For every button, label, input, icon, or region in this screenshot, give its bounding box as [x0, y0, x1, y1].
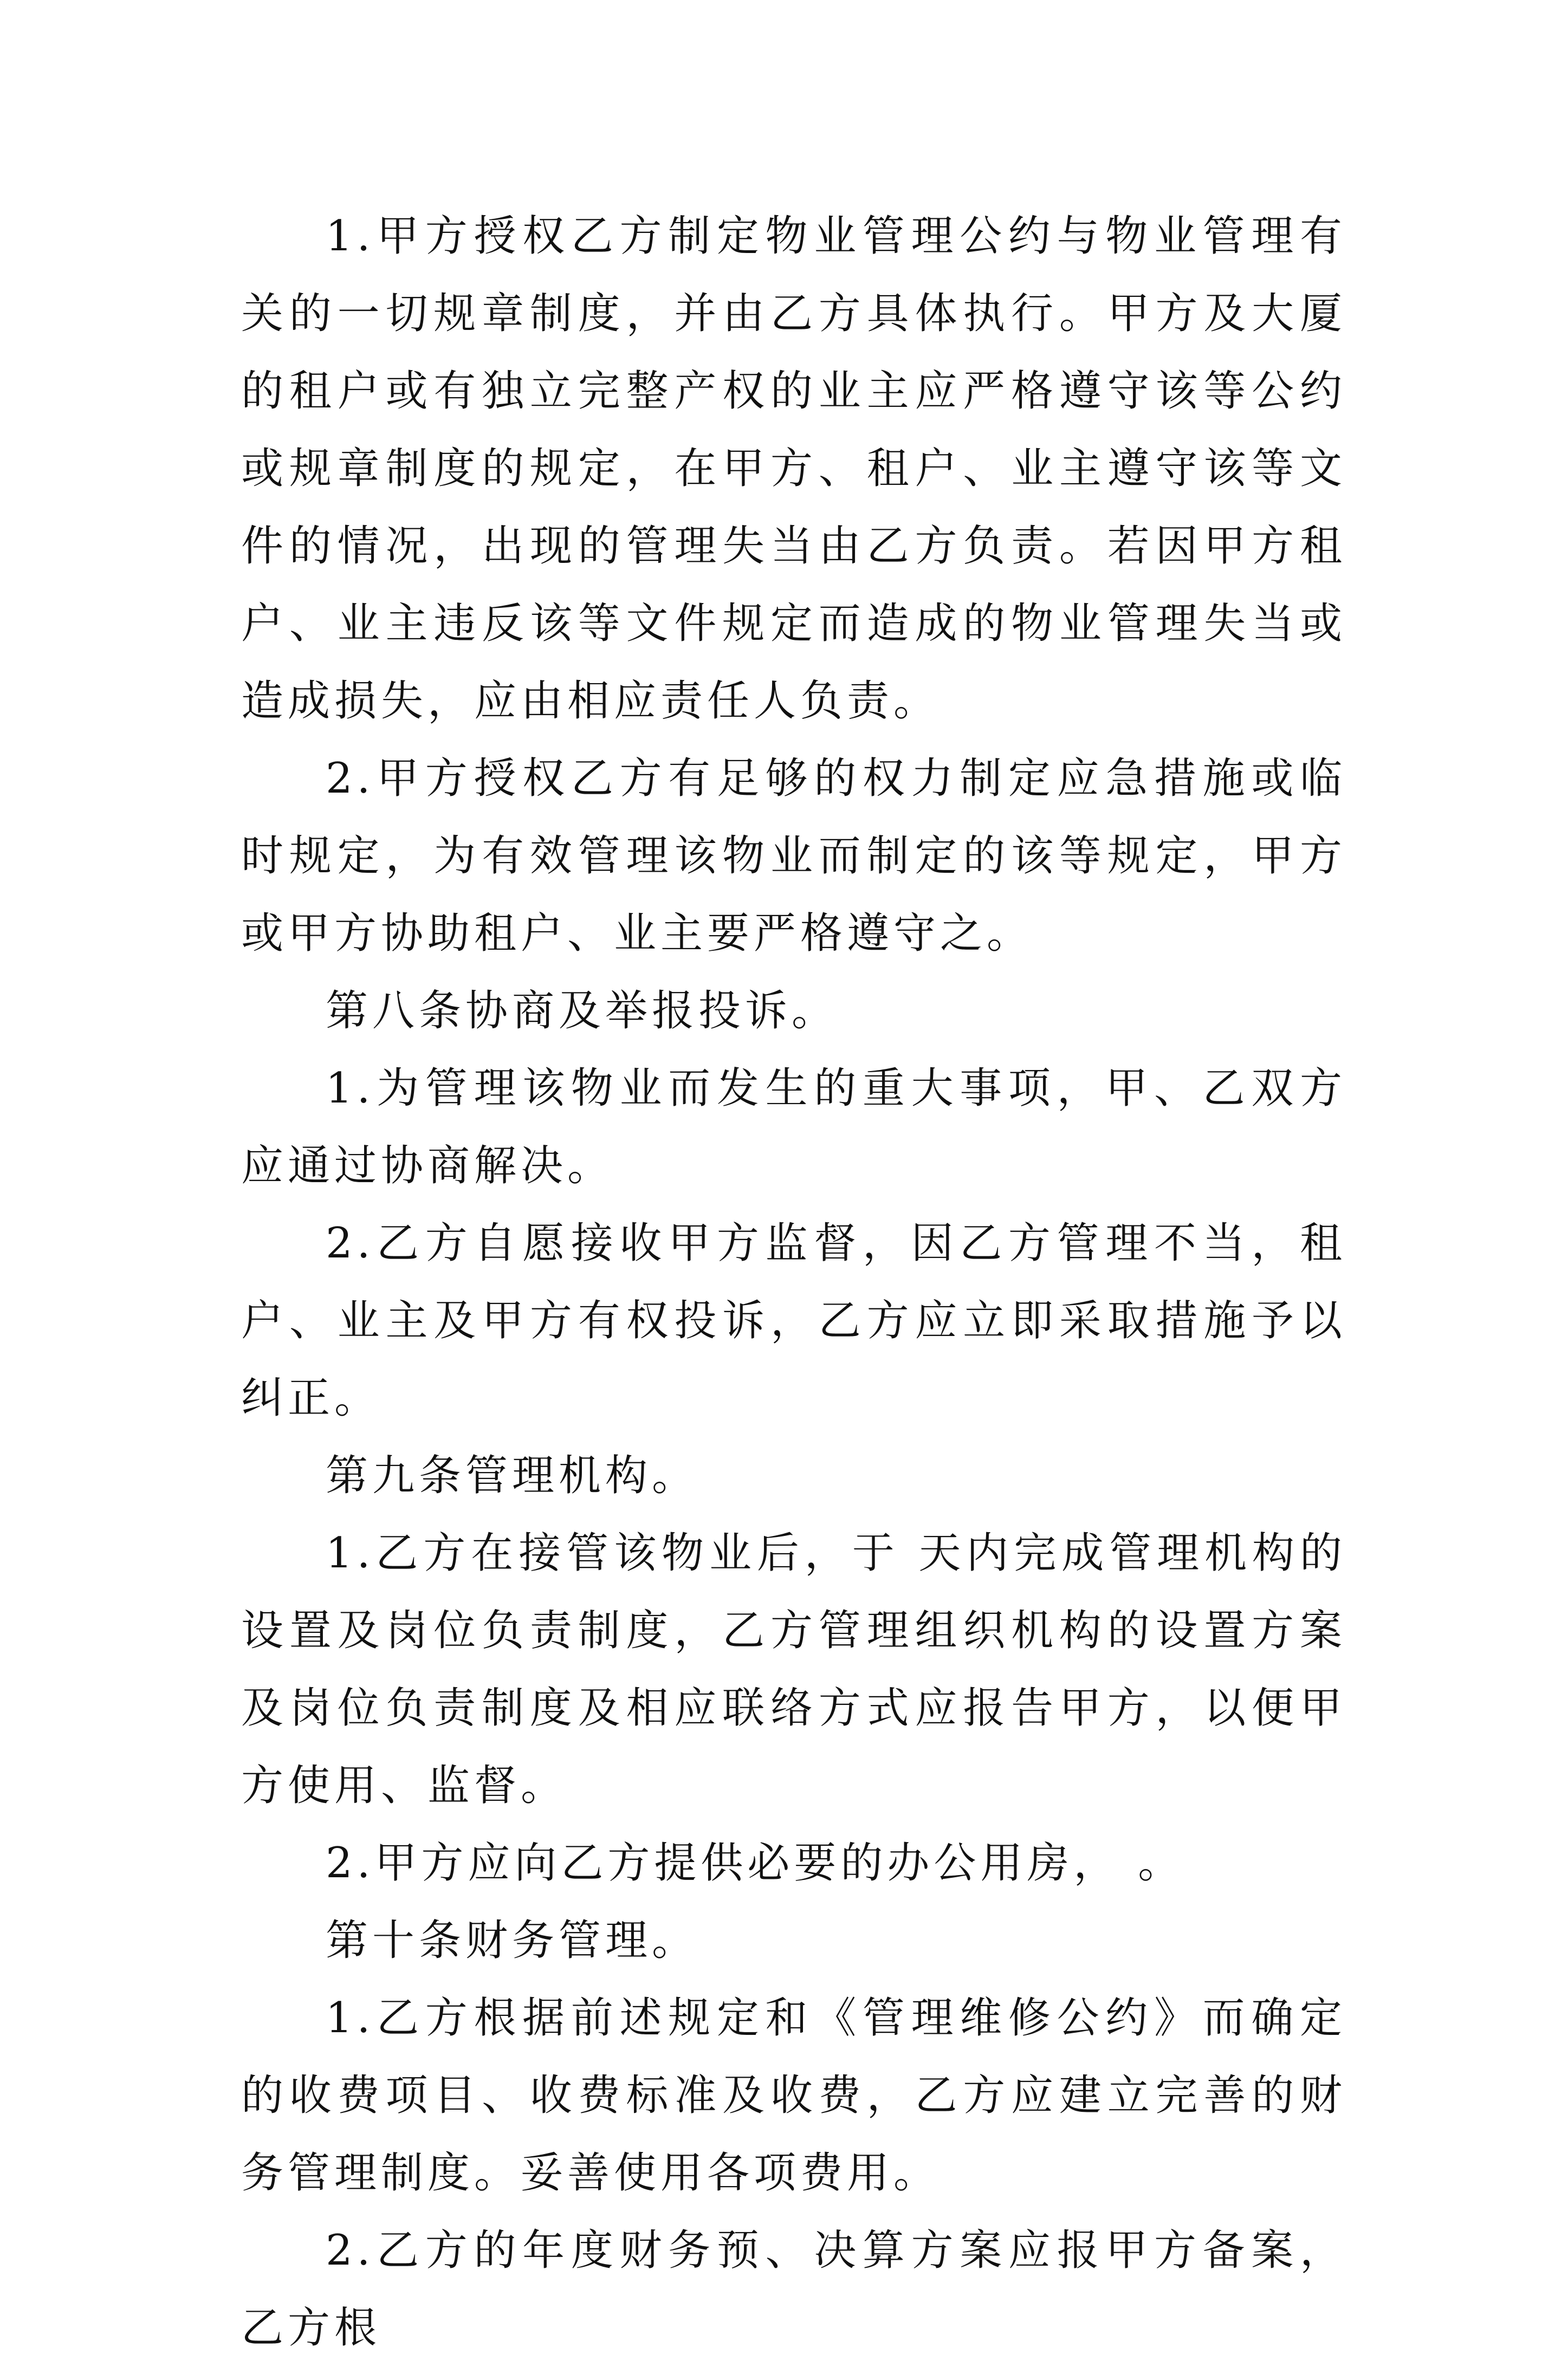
article-9-heading: 第九条管理机构。 — [326, 1451, 699, 1500]
clause-7-item-2: 2.甲方授权乙方有足够的权力制定应急措施或临时规定，为有效管理该物业而制定的该等规定，甲方或甲方协助租户、业主要严格遵守之。 — [241, 754, 1346, 958]
document-body — [241, 198, 1346, 2367]
article-10-item-2: 2.乙方的年度财务预、决算方案应报甲方备案，乙方根 — [241, 2226, 1346, 2352]
article-8-heading: 第八条协商及举报投诉。 — [326, 987, 839, 1035]
article-9-item-1: 1.乙方在接管该物业后，于 天内完成管理机构的设置及岗位负责制度，乙方管理组织机构的设置方案及岗位负责制度及相应联络方式应报告甲方，以便甲方使用、监督。 — [241, 1529, 1346, 1810]
article-10-heading: 第十条财务管理。 — [326, 1916, 699, 1965]
article-8-item-1: 1.为管理该物业而发生的重大事项，甲、乙双方应通过协商解决。 — [241, 1064, 1346, 1190]
clause-7-item-1: 1.甲方授权乙方制定物业管理公约与物业管理有关的一切规章制度，并由乙方具体执行。甲方及大厦的租户或有独立完整产权的业主应严格遵守该等公约或规章制度的规定，在甲方、租户、业主遵守该等文件的情况，出现的管理失当由乙方负责。若因甲方租户、业主违反该等文件规定而造成的物业管理失当或造成损失，应由相应责任人负责。 — [241, 212, 1346, 725]
article-9-item-2: 2.甲方应向乙方提供必要的办公用房， 。 — [326, 1839, 1185, 1888]
article-8-item-2: 2.乙方自愿接收甲方监督，因乙方管理不当，租户、业主及甲方有权投诉，乙方应立即采取措施予以纠正。 — [241, 1219, 1346, 1423]
article-10-item-1: 1.乙方根据前述规定和《管理维修公约》而确定的收费项目、收费标准及收费，乙方应建立完善的财务管理制度。妥善使用各项费用。 — [241, 1994, 1346, 2197]
